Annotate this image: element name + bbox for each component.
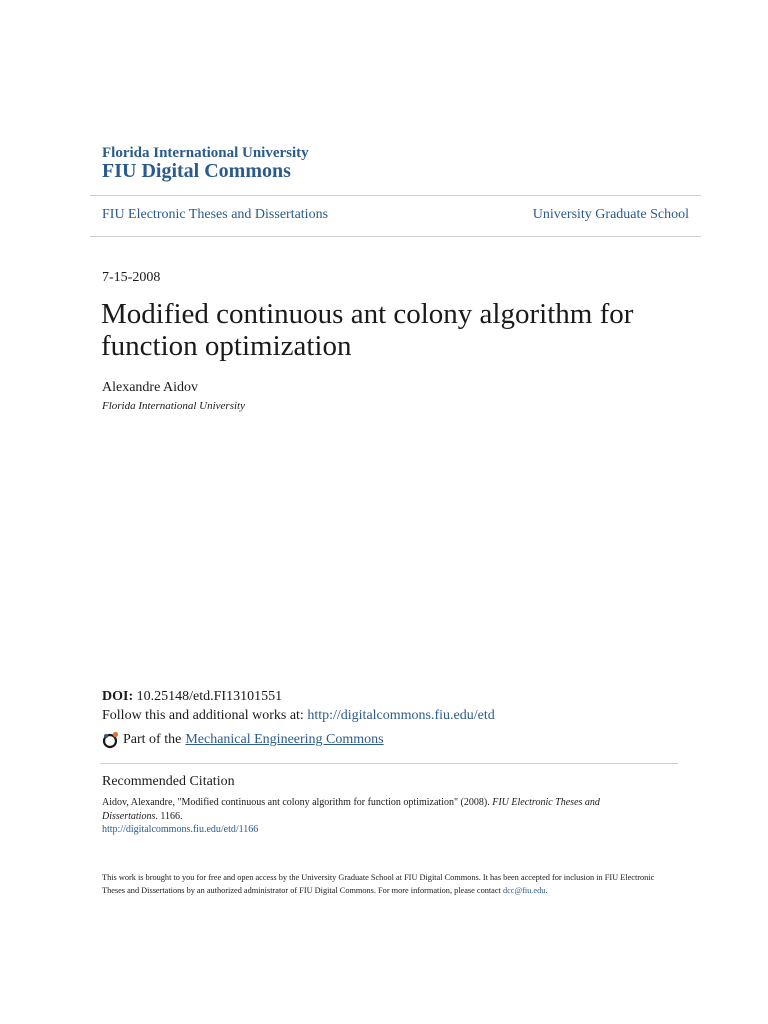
citation-divider	[100, 763, 678, 764]
partof-line	[102, 731, 384, 749]
author-affiliation: Florida International University	[102, 400, 245, 412]
series-link[interactable]: FIU Electronic Theses and Dissertations	[102, 207, 329, 222]
document-title: Modified continuous ant colony algorithm for function optimization	[101, 298, 634, 362]
doi-label: DOI:	[102, 689, 134, 704]
citation-heading: Recommended Citation	[102, 774, 235, 789]
footer-notice	[102, 871, 672, 897]
contact-email-link[interactable]: dcc@fiu.edu	[502, 886, 546, 895]
institution-name: Florida International University	[102, 145, 309, 161]
citation-url-link[interactable]: http://digitalcommons.fiu.edu/etd/1166	[102, 824, 259, 835]
footer-text: This work is brought to you for free and open access by the University Graduate School at FIU Digital Commons. It has been accepted for inclusion in FIU Electronic Theses and Dissertations by an authorized administrator of FIU Digital Commons. For more information, please contact	[102, 873, 655, 895]
follow-text: Follow this and additional works at:	[102, 708, 304, 723]
document-date: 7-15-2008	[102, 270, 161, 285]
citation-number: . 1166.	[155, 811, 183, 822]
discipline-link[interactable]: Mechanical Engineering Commons	[185, 732, 384, 747]
middle-divider	[90, 236, 701, 237]
citation-main: Aidov, Alexandre, "Modified continuous ant colony algorithm for function optimization" (2008).	[102, 797, 490, 808]
follow-line	[102, 708, 495, 724]
doi-line	[102, 689, 282, 705]
partof-text: Part of the	[123, 732, 182, 747]
repository-name[interactable]: FIU Digital Commons	[102, 160, 291, 182]
footer-end: .	[545, 886, 548, 895]
school-link[interactable]: University Graduate School	[532, 207, 689, 222]
citation-series: FIU Electronic Theses and Dissertations	[102, 797, 600, 822]
document-author: Alexandre Aidov	[102, 380, 199, 395]
doi-value: 10.25148/etd.FI13101551	[136, 689, 283, 704]
top-divider	[90, 195, 701, 196]
network-icon	[102, 731, 120, 749]
follow-url-link[interactable]: http://digitalcommons.fiu.edu/etd	[307, 708, 495, 723]
citation-text	[102, 796, 642, 824]
